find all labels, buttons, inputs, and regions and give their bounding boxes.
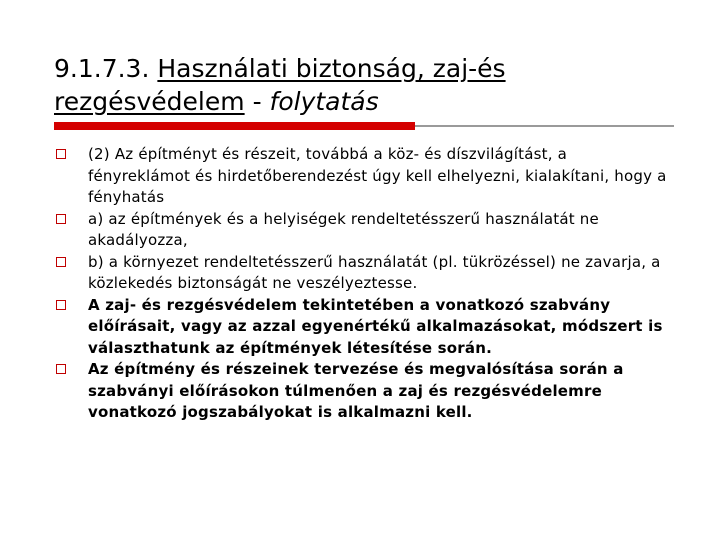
square-bullet-icon <box>56 149 66 159</box>
title-separator: - <box>244 87 270 116</box>
list-item <box>54 295 674 360</box>
square-bullet-icon <box>56 364 66 374</box>
title-underlined: Használati biztonság, zaj-és rezgésvédelem <box>54 54 506 116</box>
list-item-text: Az építmény és részeinek tervezése és megvalósítása során a szabványi előírásokon túlmenően a zaj és rezgésvédelemre vonatkozó jogszabályokat is alkalmazni kell. <box>88 360 624 421</box>
list-item-text: A zaj- és rezgésvédelem tekintetében a vonatkozó szabvány előírásait, vagy az azzal egyenértékű alkalmazásokat, módszert is választhatunk az építmények létesítése során. <box>88 295 663 357</box>
bullet-list <box>54 144 674 424</box>
list-item <box>54 144 674 209</box>
square-bullet-icon <box>56 257 66 267</box>
title-divider-red <box>54 122 415 130</box>
list-item <box>54 359 674 424</box>
square-bullet-icon <box>56 214 66 224</box>
list-item <box>54 252 674 295</box>
title-italic: folytatás <box>269 87 379 116</box>
title-number: 9.1.7.3. <box>54 54 150 83</box>
list-item-text: b) a környezet rendeltetésszerű használatát (pl. tükrözéssel) ne zavarja, a közlekedés biztonságát ne veszélyeztesse. <box>88 252 661 292</box>
list-item-text: (2) Az építményt és részeit, továbbá a köz- és díszvilágítást, a fényreklámot és hirdetőberendezést úgy kell elhelyezni, kialakítani, hogy a fényhatás <box>88 145 667 206</box>
slide-title <box>54 52 674 118</box>
square-bullet-icon <box>56 300 66 310</box>
list-item <box>54 209 674 252</box>
list-item-text: a) az építmények és a helyiségek rendeltetésszerű használatát ne akadályozza, <box>88 209 599 249</box>
